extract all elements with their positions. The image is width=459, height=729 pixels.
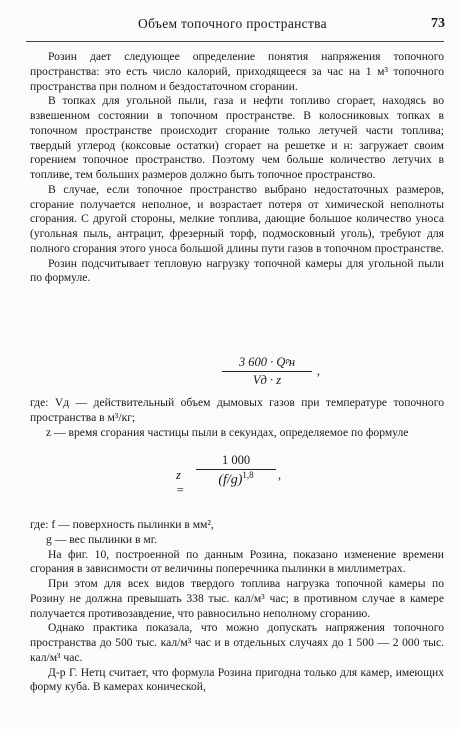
paragraph-7: Однако практика показала, что можно допускать напряжения топочного пространства до 500 тыс. кал/м³ час и в отдельных случаях до 1 500 — 2 000 тыс. кал/м³ час. [30, 621, 444, 664]
header-rule [26, 41, 444, 42]
definition-vd: где: Vд — действительный объем дымовых газов при температуре топочного пространства в м³/кг; [30, 396, 444, 424]
header-title: Объем топочного пространства [138, 16, 327, 31]
formula-2-fraction [196, 453, 276, 489]
paragraph-6: При этом для всех видов твердого топлива нагрузка топочной камеры по Розину не должна превышать 338 тыс. кал/м³ час; в противном случае в камере получается противозавдение, что равносильно неполному сгоранию. [30, 577, 444, 620]
formula-1-numerator: 3 600 · Qᵖн [222, 355, 312, 372]
running-header [20, 16, 445, 34]
text-column-top [30, 50, 444, 286]
formula-1-comma: , [316, 364, 320, 378]
paragraph-5: На фиг. 10, построенной по данным Розина, показано изменение времени сгорания в зависимости от величины поперечника пылинки в миллиметрах. [30, 547, 444, 576]
formula-2-exponent: 1,8 [242, 470, 254, 480]
paragraph-1: Розин дает следующее определение понятия напряжения топочного пространства: это есть число калорий, приходящееся за час на 1 м³ топочного пространства при полном и бездостаточном сгорании. [30, 50, 444, 93]
formula-2-comma: , [278, 468, 282, 482]
formula-2-denominator [196, 470, 276, 489]
paragraph-8: Д-р Г. Нетц считает, что формула Розина пригодна только для камер, имеющих форму куба. В камерах конической, [30, 665, 444, 694]
formula-2-base: (f/g) [218, 472, 243, 488]
page-number: 73 [431, 16, 445, 31]
paragraph-4: Розин подсчитывает тепловую нагрузку топочной камеры для угольной пыли по формуле. [30, 256, 444, 285]
paragraph-3: В случае, если топочное пространство выбрано недостаточных размеров, сгорание получается неполное, и возрастает потеря от химической неполноты сгорания. С другой стороны, мелкие топлива, дающие большое количество уноса (угольная пыль, антрацит, фрезерный торф, подмосковный уголь), требуют для полного сгорания этого уноса большой длины пути газов в топочном пространстве. [30, 182, 444, 255]
formula-2-lhs: z = [176, 468, 185, 497]
formula-2-numerator: 1 000 [196, 453, 276, 470]
definition-z: z — время сгорания частицы пыли в секундах, определяемое по формуле [46, 425, 409, 439]
formula-heat-load [222, 355, 320, 388]
text-column-bottom [30, 518, 444, 695]
paragraph-2: В топках для угольной пыли, газа и нефти топливо сгорает, находясь во взвешенном состоянии в топочном пространстве. В колосниковых топках в топочном пространстве происходит сгорание только летучей части топлива; твердый углерод (коксовые остатки) сгорает на решетке и н: загружает своим горением топочное пространство. Поэтому чем больше количество летучих в топливе, тем больших размеров должно быть топочное пространство. [30, 94, 444, 181]
formula-1-denominator: Vд · z [252, 373, 282, 387]
definitions-1 [30, 396, 444, 440]
definition-f: где: f — поверхность пылинки в мм², [30, 518, 214, 531]
definition-g: g — вес пылинки в мг. [46, 532, 158, 546]
